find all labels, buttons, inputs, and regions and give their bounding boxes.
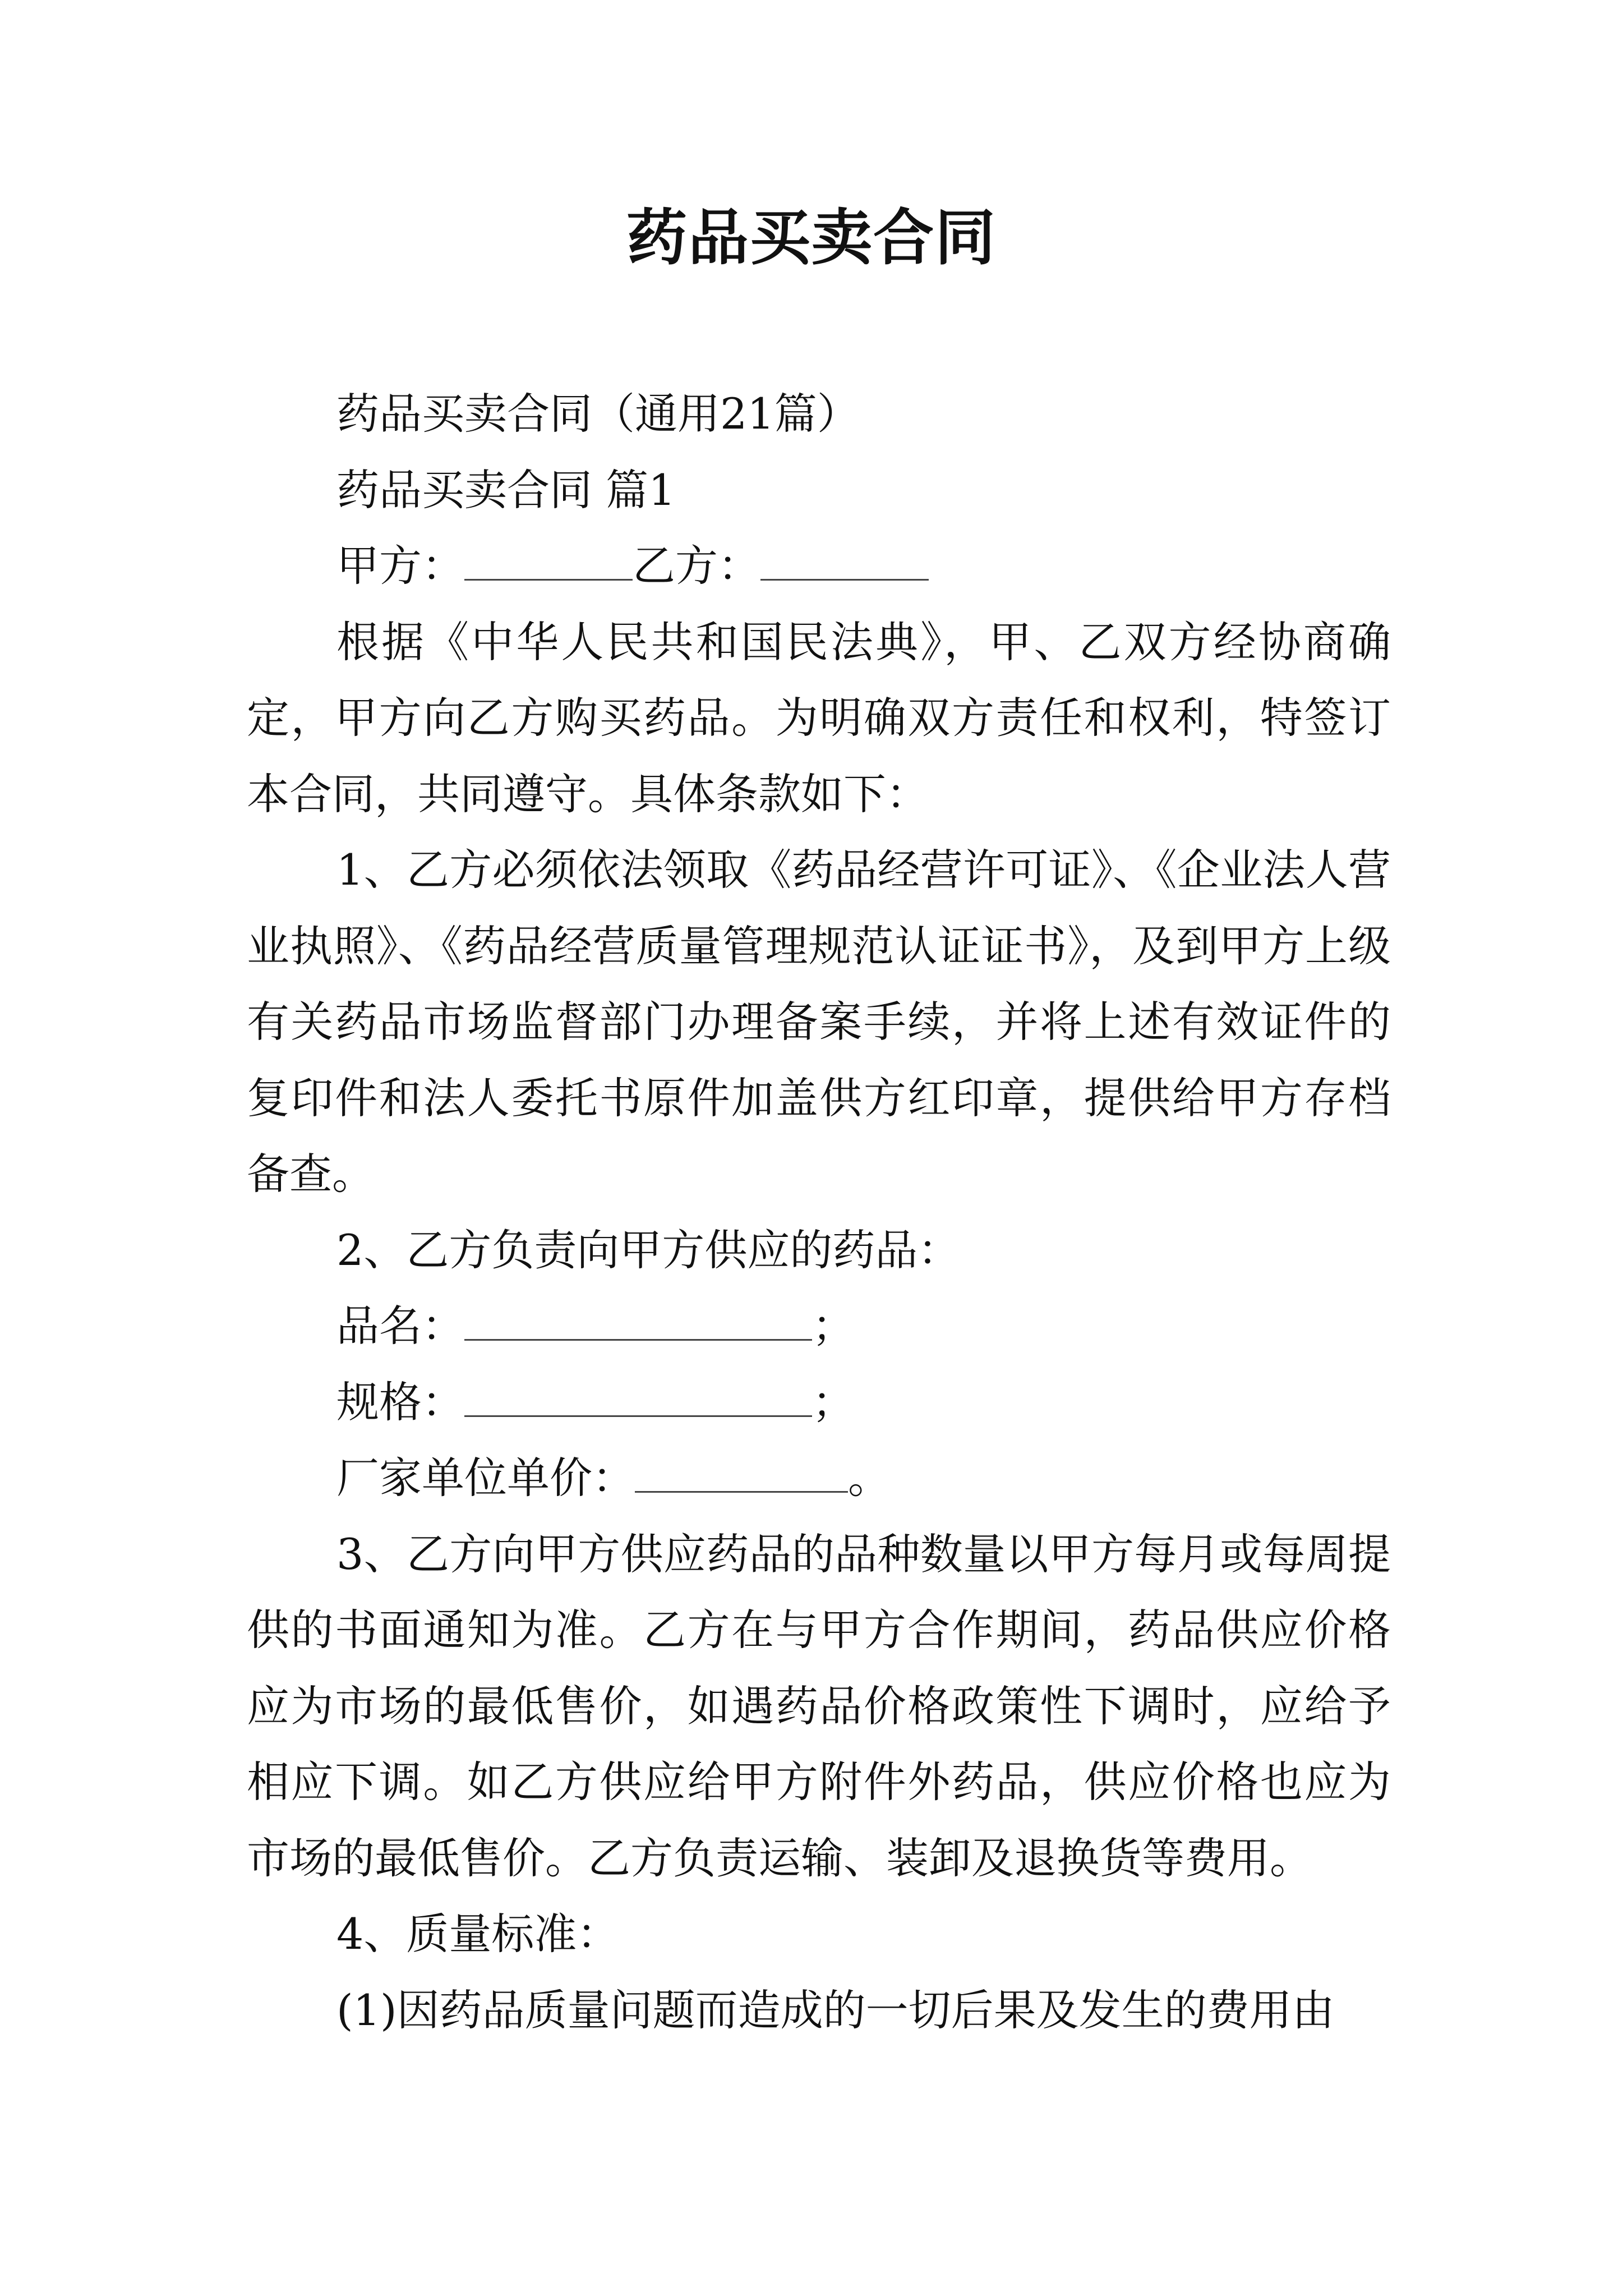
unit-price-line bbox=[247, 1440, 1391, 1516]
product-name-line bbox=[247, 1288, 1391, 1364]
product-name-label: 品名： bbox=[336, 1301, 464, 1351]
party-a-label: 甲方： bbox=[336, 541, 464, 591]
document-body bbox=[247, 376, 1391, 2048]
clause-4: 4、质量标准： bbox=[336, 1909, 620, 1959]
unit-price-blank bbox=[635, 1452, 848, 1493]
product-name-blank bbox=[464, 1300, 812, 1341]
clause-2: 2、乙方负责向甲方供应的药品： bbox=[336, 1225, 961, 1275]
spec-end: ； bbox=[812, 1377, 855, 1427]
party-a-blank bbox=[464, 540, 633, 581]
clause-4-1: (1)因药品质量问题而造成的一切后果及发生的费用由 bbox=[336, 1985, 1335, 2035]
section-heading: 药品买卖合同 篇1 bbox=[336, 464, 676, 515]
party-b-label: 乙方： bbox=[633, 541, 760, 591]
spec-blank bbox=[464, 1376, 812, 1417]
party-b-blank bbox=[760, 540, 929, 581]
clause-1: 1、乙方必须依法领取《药品经营许可证》、《企业法人营业执照》、《药品经营质量管理规范认证证书》，及到甲方上级有关药品市场监督部门办理备案手续，并将上述有效证件的复印件和法人委托书原件加盖供方红印章，提供给甲方存档备查。 bbox=[247, 845, 1391, 1199]
intro-paragraph: 根据《中华人民共和国民法典》，甲、乙双方经协商确定，甲方向乙方购买药品。为明确双方责任和权利，特签订本合同，共同遵守。具体条款如下： bbox=[247, 616, 1391, 819]
unit-price-end: 。 bbox=[848, 1453, 891, 1503]
unit-price-label: 厂家单位单价： bbox=[336, 1453, 635, 1503]
document-subtitle: 药品买卖合同（通用21篇） bbox=[336, 389, 860, 439]
clause-3: 3、乙方向甲方供应药品的品种数量以甲方每月或每周提供的书面通知为准。乙方在与甲方合作期间，药品供应价格应为市场的最低售价，如遇药品价格政策性下调时，应给予相应下调。如乙方供应给甲方附件外药品，供应价格也应为市场的最低售价。乙方负责运输、装卸及退换货等费用。 bbox=[247, 1529, 1391, 1883]
parties-line bbox=[247, 528, 1391, 604]
spec-label: 规格： bbox=[336, 1377, 464, 1427]
spec-line bbox=[247, 1364, 1391, 1441]
document-title: 药品买卖合同 bbox=[626, 203, 997, 273]
product-name-end: ； bbox=[812, 1301, 855, 1351]
